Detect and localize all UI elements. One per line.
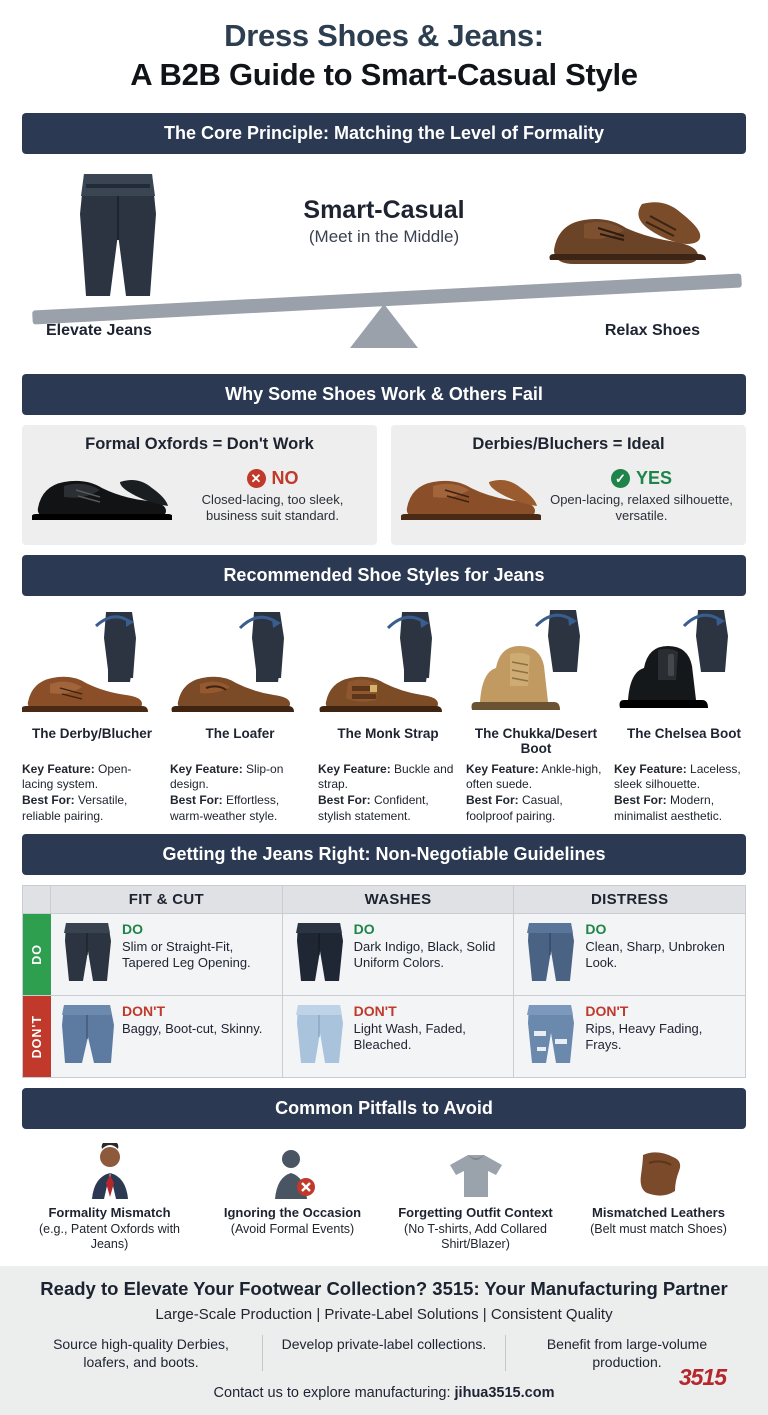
key-feature-value: Slip-on design. <box>170 761 284 792</box>
section-header-pitfalls: Common Pitfalls to Avoid <box>22 1088 746 1129</box>
cell-label: DO <box>585 921 607 938</box>
cell-label: DO <box>353 921 375 938</box>
light-wash-jeans-illustration <box>290 1003 348 1070</box>
column-header-washes: WASHES <box>283 886 515 913</box>
table-cell <box>283 914 515 995</box>
table-cell <box>514 914 745 995</box>
best-for-value: Casual, foolproof pairing. <box>466 793 563 823</box>
ripped-jeans-illustration <box>521 1003 579 1070</box>
pitfall-formality-mismatch <box>18 1139 201 1252</box>
person-blocked-icon <box>205 1139 380 1201</box>
title-line-1: Dress Shoes & Jeans: <box>224 18 544 53</box>
shoe-styles-row <box>18 606 750 824</box>
style-name: The Derby/Blucher <box>31 725 153 741</box>
dark-slim-jeans-illustration <box>58 921 116 988</box>
pitfall-subtitle: (Avoid Formal Events) <box>230 1221 355 1236</box>
verdict-label: YES <box>635 468 673 489</box>
style-details <box>22 762 162 824</box>
shoe-style-chukka <box>462 606 610 824</box>
card-title: Derbies/Bluchers = Ideal <box>472 434 665 453</box>
pitfall-title: Formality Mismatch <box>48 1205 171 1221</box>
key-feature-label: Key Feature: <box>614 761 687 776</box>
shoe-style-chelsea <box>610 606 758 824</box>
jeans-guidelines-table <box>22 885 746 1078</box>
footer-subline: Large-Scale Production | Private-Label Solutions | Consistent Quality <box>155 1305 613 1323</box>
chukka-boot-illustration <box>466 606 606 726</box>
row-label-dont <box>23 996 51 1077</box>
balance-fulcrum <box>350 304 418 348</box>
check-circle-icon: ✓ <box>611 469 630 488</box>
smart-casual-subtitle: (Meet in the Middle) <box>308 226 460 246</box>
table-header-row <box>23 886 745 913</box>
footer-cta <box>0 1266 768 1415</box>
cell-text <box>122 1003 275 1037</box>
cell-text <box>122 921 275 971</box>
best-for-value: Confident, stylish statement. <box>318 793 429 823</box>
section-header-jeans-right: Getting the Jeans Right: Non-Negotiable Guidelines <box>22 834 746 875</box>
best-for-label: Best For: <box>614 793 667 808</box>
verdict-description: Closed-lacing, too sleek, business suit standard. <box>201 492 344 524</box>
row-label-text: DON'T <box>30 1015 44 1059</box>
verdict-label: NO <box>271 468 299 489</box>
style-name: The Chelsea Boot <box>626 725 742 741</box>
balance-diagram <box>22 164 746 364</box>
cell-label: DO <box>122 921 143 938</box>
dark-indigo-jeans-illustration <box>290 921 348 988</box>
pitfall-outfit-context <box>384 1139 567 1252</box>
monk-strap-illustration <box>318 606 458 726</box>
shoe-style-loafer <box>166 606 314 824</box>
black-oxford-illustration <box>32 460 172 533</box>
key-feature-value: Open-lacing system. <box>22 761 132 792</box>
best-for-label: Best For: <box>170 793 223 808</box>
key-feature-label: Key Feature: <box>170 761 243 776</box>
pitfalls-row <box>18 1139 750 1252</box>
cell-label: DON'T <box>122 1003 165 1020</box>
style-details <box>614 762 754 824</box>
table-cell <box>51 914 283 995</box>
key-feature-label: Key Feature: <box>22 761 95 776</box>
cell-body: Rips, Heavy Fading, Frays. <box>585 1020 703 1052</box>
derby-illustration <box>22 606 162 726</box>
comparison-card-derbies <box>391 425 746 545</box>
key-feature-value: Buckle and strap. <box>318 761 454 792</box>
footer-column-volume: Benefit from large-volume production. <box>546 1335 708 1370</box>
footer-column-sourcing: Source high-quality Derbies, loafers, and boots. <box>20 1335 263 1371</box>
cell-body: Baggy, Boot-cut, Skinny. <box>122 1020 263 1036</box>
key-feature-value: Laceless, sleek silhouette. <box>614 761 741 792</box>
brown-derby-illustration <box>401 460 541 533</box>
row-label-do <box>23 914 51 995</box>
x-circle-icon: ✕ <box>247 469 266 488</box>
clean-jeans-illustration <box>521 921 579 988</box>
brand-logo-3515: 3515 <box>678 1364 726 1391</box>
section-header-recommended: Recommended Shoe Styles for Jeans <box>22 555 746 596</box>
verdict-no <box>178 468 367 489</box>
table-row-dont <box>23 995 745 1077</box>
cell-text <box>585 921 738 971</box>
cell-label: DON'T <box>585 1003 629 1020</box>
style-name: The Loafer <box>205 725 275 741</box>
table-cell <box>514 996 745 1077</box>
section-header-core-principle: The Core Principle: Matching the Level of Formality <box>22 113 746 154</box>
balance-label-left: Elevate Jeans <box>46 321 152 339</box>
table-row-do <box>23 913 745 995</box>
verdict-yes <box>547 468 736 489</box>
footer-contact <box>20 1385 748 1401</box>
cell-body: Slim or Straight-Fit, Tapered Leg Opening. <box>122 938 251 970</box>
table-cell <box>283 996 515 1077</box>
cell-text <box>585 1003 738 1053</box>
footer-column-private-label: Develop private-label collections. <box>263 1335 506 1371</box>
cell-body: Clean, Sharp, Unbroken Look. <box>585 938 725 970</box>
table-corner-spacer <box>23 886 51 913</box>
pitfall-subtitle: (Belt must match Shoes) <box>590 1221 727 1236</box>
style-details <box>170 762 310 824</box>
cell-text <box>354 1003 507 1053</box>
balance-center-label <box>22 196 746 247</box>
style-details <box>466 762 606 824</box>
pitfall-title: Mismatched Leathers <box>592 1205 725 1221</box>
pitfall-title: Ignoring the Occasion <box>223 1205 362 1221</box>
key-feature-value: Ankle-high, often suede. <box>466 761 602 792</box>
comparison-cards <box>22 425 746 545</box>
contact-prefix: Contact us to explore manufacturing: <box>213 1385 455 1402</box>
cell-label: DON'T <box>353 1003 397 1020</box>
shoe-style-derby <box>18 606 166 824</box>
key-feature-label: Key Feature: <box>466 761 539 776</box>
pitfall-subtitle: (No T-shirts, Add Collared Shirt/Blazer) <box>404 1221 547 1251</box>
best-for-value: Modern, minimalist aesthetic. <box>614 793 723 823</box>
pitfall-subtitle: (e.g., Patent Oxfords with Jeans) <box>38 1221 181 1251</box>
pitfall-ignoring-occasion <box>201 1139 384 1252</box>
best-for-value: Effortless, warm-weather style. <box>170 793 280 823</box>
footer-columns <box>20 1335 748 1371</box>
chelsea-boot-illustration <box>614 606 754 726</box>
column-header-distress: DISTRESS <box>590 891 669 909</box>
style-details <box>318 762 458 824</box>
baggy-jeans-illustration <box>58 1003 116 1070</box>
loafer-illustration <box>170 606 310 726</box>
pitfall-mismatched-leathers <box>567 1139 750 1252</box>
footer-headline: Ready to Elevate Your Footwear Collection? 3515: Your Manufacturing Partner <box>40 1277 728 1299</box>
smart-casual-title: Smart-Casual <box>303 195 465 224</box>
row-label-text: DO <box>30 944 44 966</box>
cell-body: Dark Indigo, Black, Solid Uniform Colors. <box>353 938 496 970</box>
comparison-card-oxfords <box>22 425 377 545</box>
leather-swatch-icon <box>571 1139 746 1201</box>
key-feature-label: Key Feature: <box>318 761 391 776</box>
best-for-label: Best For: <box>22 793 75 808</box>
card-title: Formal Oxfords = Don't Work <box>85 434 314 453</box>
businessman-icon <box>22 1139 197 1201</box>
style-name: The Monk Strap <box>337 725 439 741</box>
table-cell <box>51 996 283 1077</box>
tshirt-icon <box>388 1139 563 1201</box>
column-header-fit-cut: FIT & CUT <box>51 886 283 913</box>
balance-label-right: Relax Shoes <box>604 321 700 339</box>
best-for-value: Versatile, reliable pairing. <box>22 793 128 823</box>
best-for-label: Best For: <box>318 793 371 808</box>
contact-website[interactable]: jihua3515.com <box>454 1385 555 1402</box>
cell-text <box>354 921 507 971</box>
style-name: The Chukka/Desert Boot <box>474 725 598 757</box>
cell-body: Light Wash, Faded, Bleached. <box>353 1020 466 1052</box>
title-line-2: A B2B Guide to Smart-Casual Style <box>130 56 638 92</box>
verdict-description: Open-lacing, relaxed silhouette, versatile. <box>550 492 733 524</box>
best-for-label: Best For: <box>466 793 519 808</box>
page-title <box>0 0 768 103</box>
section-header-why-shoes: Why Some Shoes Work & Others Fail <box>22 374 746 415</box>
pitfall-title: Forgetting Outfit Context <box>398 1205 553 1221</box>
shoe-style-monk-strap <box>314 606 462 824</box>
